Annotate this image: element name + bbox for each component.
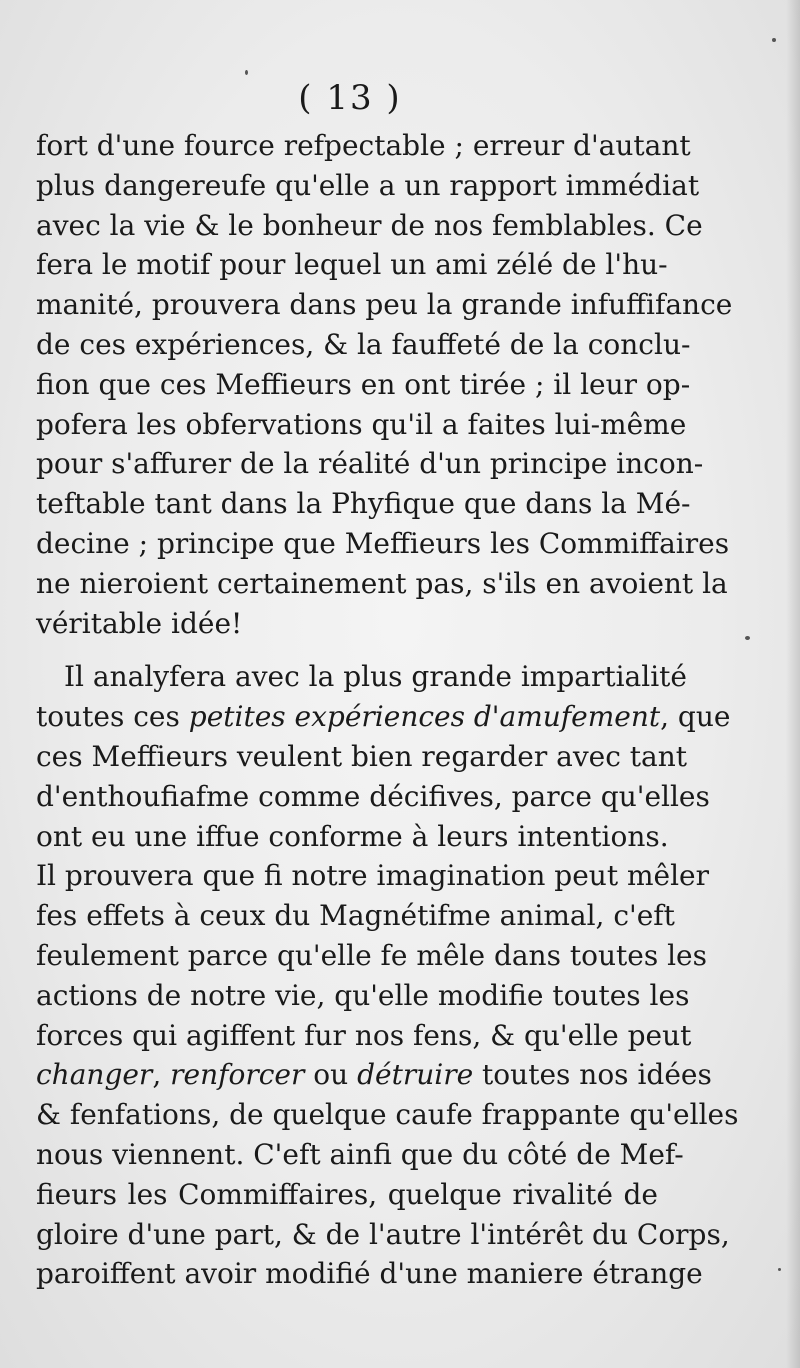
paper-speck — [772, 38, 776, 42]
italic-word: changer — [36, 1058, 153, 1092]
text-line: teftable tant dans la Phyfique que dans la Mé- — [36, 487, 691, 521]
text-line: fion que ces Meffieurs en ont tirée ; il leur op- — [36, 367, 691, 401]
text-line: Il prouvera que fi notre imagination peut mêler — [36, 859, 709, 893]
italic-word: détruire — [357, 1058, 474, 1092]
text-line: véritable idée! — [36, 606, 243, 640]
text-line: fera le motif pour lequel un ami zélé de l'hu- — [36, 248, 668, 282]
text-line: Il analyfera avec la plus grande impartialité — [64, 660, 687, 694]
text-line: fes effets à ceux du Magnétifme animal, c'eft — [36, 899, 675, 933]
body-text — [36, 126, 739, 1294]
text-line: decine ; principe que Meffieurs les Commiffaires — [36, 526, 730, 560]
text-line: actions de notre vie, qu'elle modifie toutes les — [36, 978, 690, 1012]
paper-speck — [778, 1268, 781, 1271]
italic-phrase: petites expériences d'amufement — [188, 700, 661, 734]
paper-speck — [745, 636, 750, 640]
text-line: manité, prouvera dans peu la grande infuffifance — [36, 288, 733, 322]
text-line: pofera les obfervations qu'il a faites lui-même — [36, 407, 687, 441]
text-line: fort d'une fource refpectable ; erreur d'autant — [36, 129, 691, 162]
text-line: changer, renforcer ou détruire toutes nos idées — [36, 1058, 712, 1092]
text-line: ces Meffieurs veulent bien regarder avec tant — [36, 739, 688, 773]
paper-speck — [245, 70, 248, 75]
text-line: ont eu une iffue conforme à leurs intentions. — [36, 819, 669, 853]
italic-word: renforcer — [170, 1058, 305, 1092]
text-line: avec la vie & le bonheur de nos femblables. Ce — [36, 208, 703, 242]
text-line: feulement parce qu'elle fe mêle dans toutes les — [36, 938, 707, 972]
page-number: ( 13 ) — [298, 78, 402, 118]
text-line: forces qui agiffent fur nos fens, & qu'elle peut — [36, 1018, 692, 1052]
text-line: & fenfations, de quelque caufe frappante qu'elles — [36, 1098, 739, 1132]
text-line: gloire d'une part, & de l'autre l'intérêt du Corps, — [36, 1217, 730, 1251]
text-line: fieurs les Commiffaires, quelque rivalité de — [36, 1177, 658, 1211]
page-edge-shadow — [786, 0, 800, 1368]
text-line: d'enthoufiafme comme décifives, parce qu'elles — [36, 779, 710, 813]
text-line: de ces expériences, & la fauffeté de la conclu- — [36, 327, 691, 361]
text-line: plus dangereufe qu'elle a un rapport immédiat — [36, 168, 700, 202]
text-line: pour s'affurer de la réalité d'un principe incon- — [36, 447, 704, 481]
text-line: toutes ces petites expériences d'amufement, que — [36, 700, 731, 734]
text-line: ne nieroient certainement pas, s'ils en avoient la — [36, 566, 728, 600]
text-line: nous viennent. C'eft ainfi que du côté de Mef- — [36, 1137, 684, 1171]
text-line: paroiffent avoir modifié d'une maniere étrange — [36, 1257, 703, 1291]
